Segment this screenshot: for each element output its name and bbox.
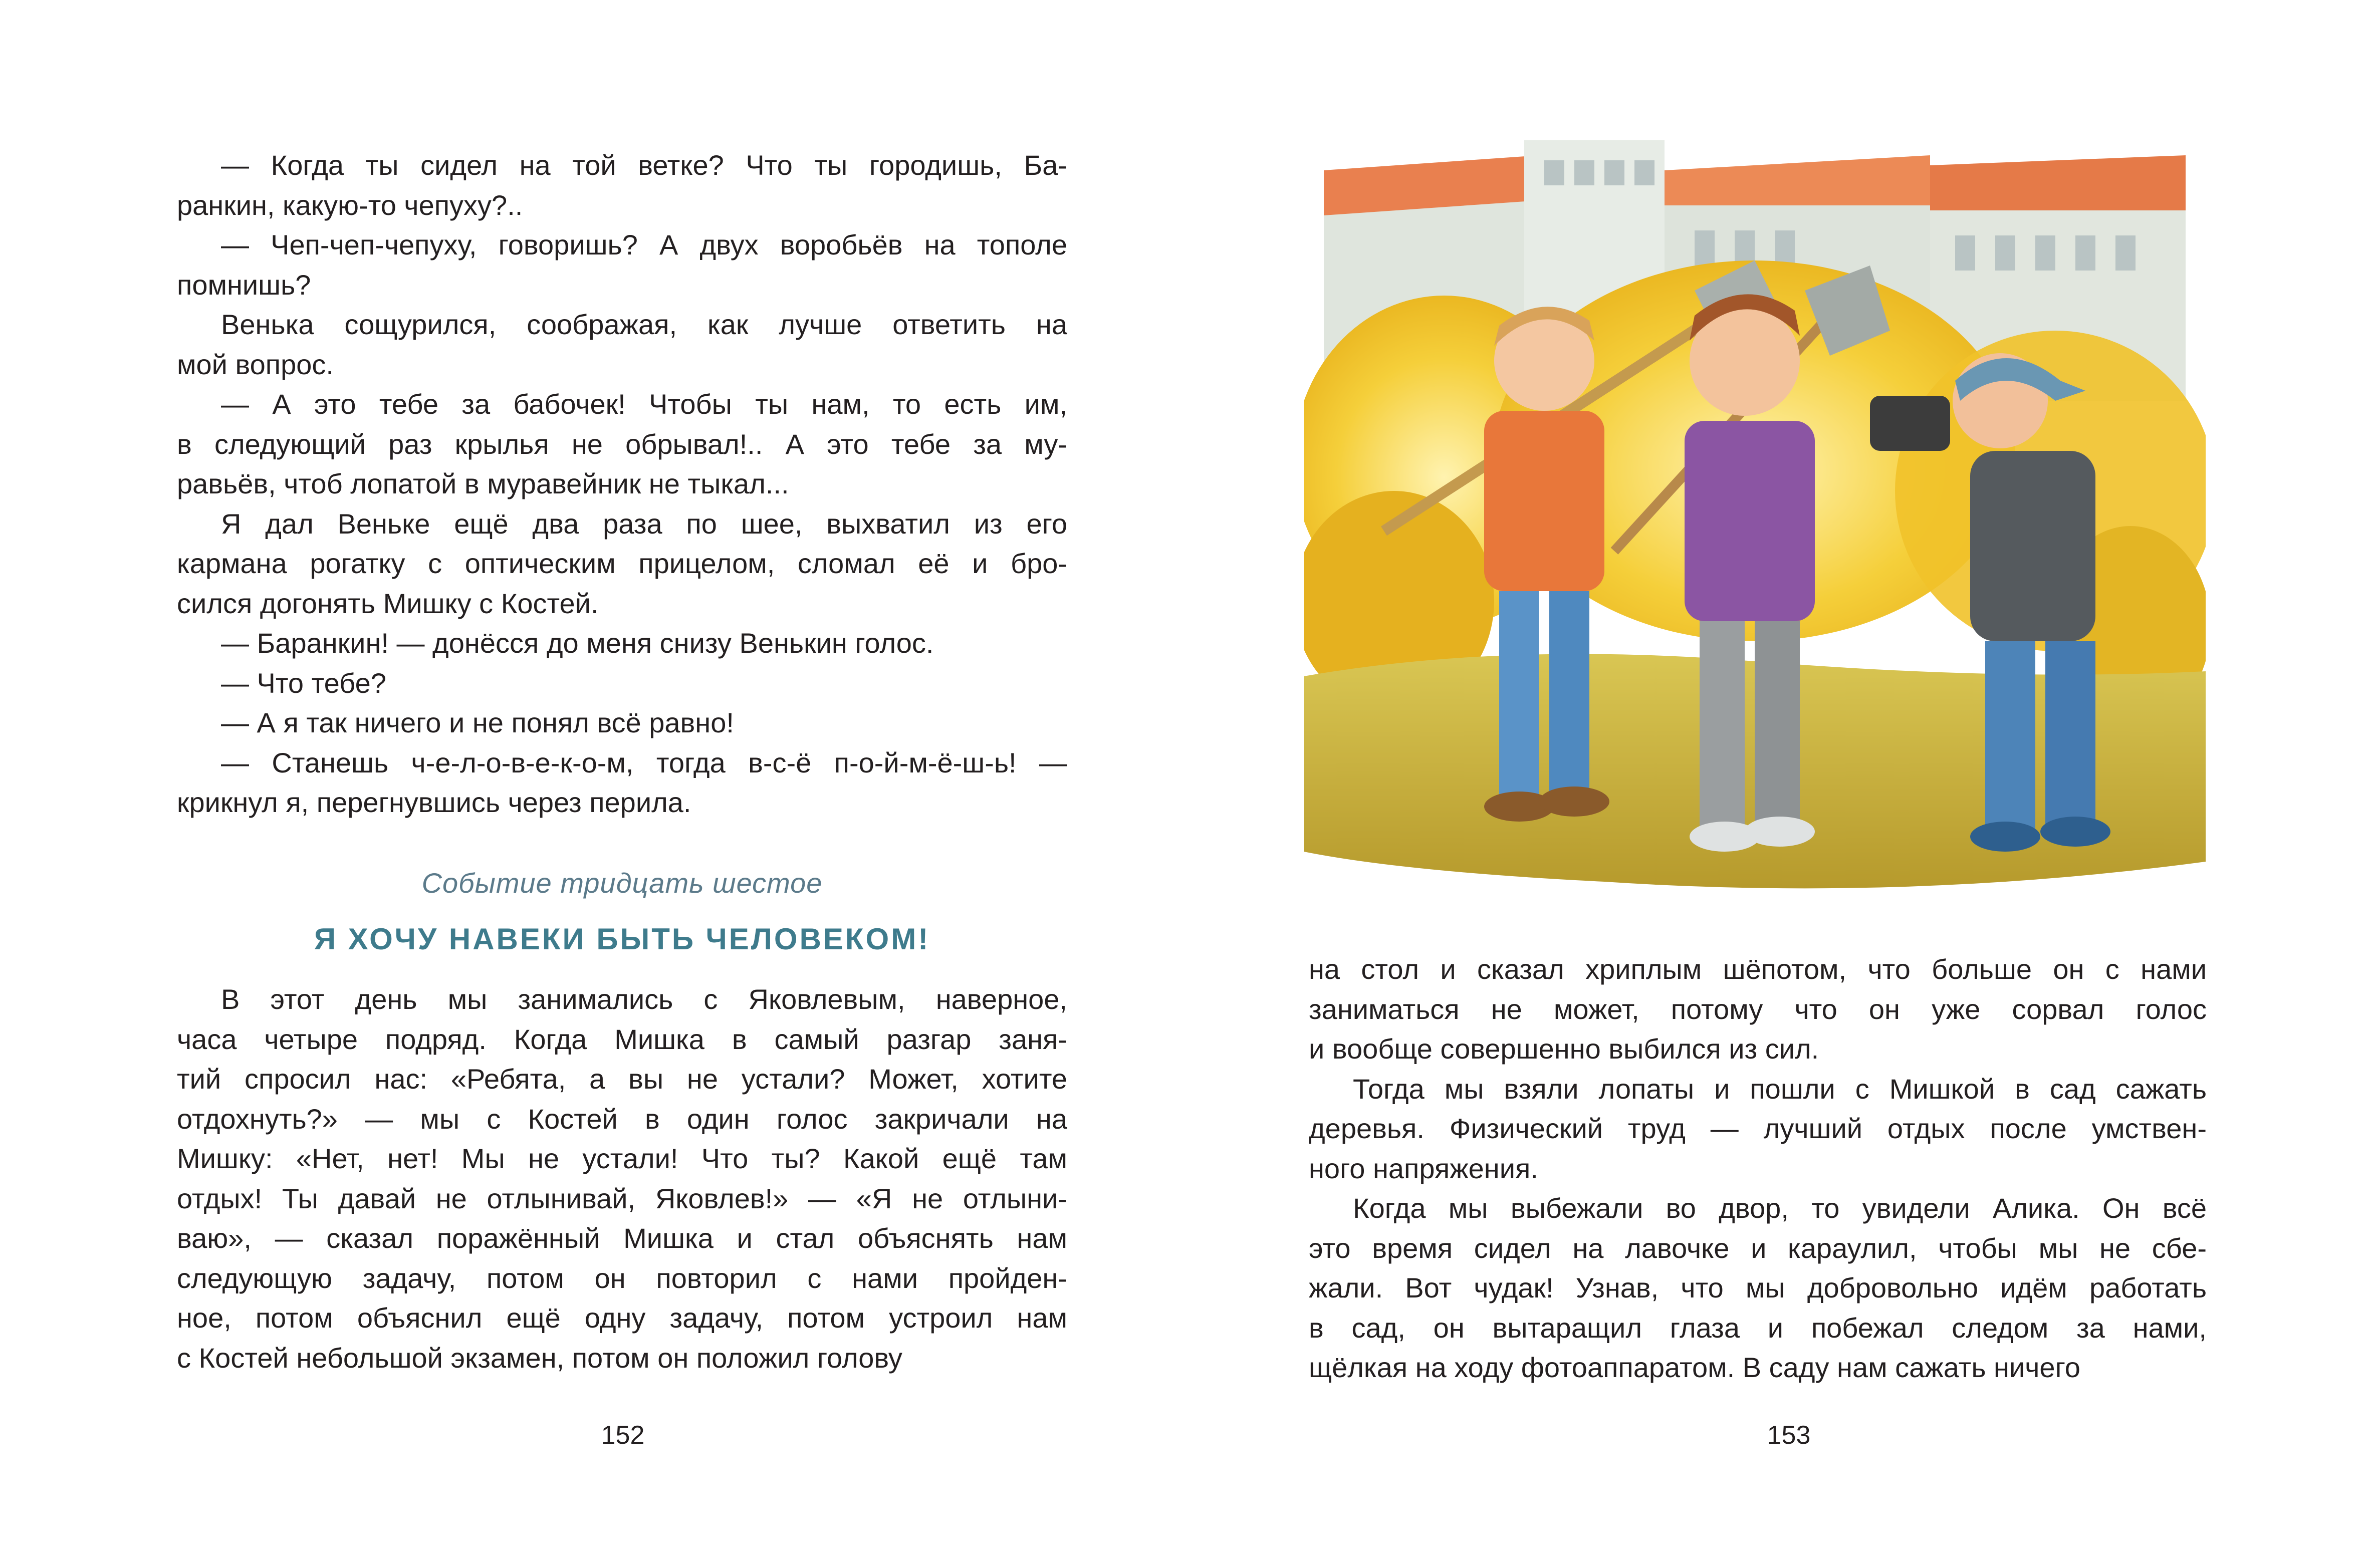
text-line: это время сидел на лавочке и караулил, чтобы мы не сбе-	[1309, 1232, 2207, 1264]
text-line: — Что тебе?	[221, 667, 386, 699]
text-line: — Когда ты сидел на той ветке? Что ты городишь, Ба-	[221, 149, 1067, 181]
page-number-left: 152	[601, 1421, 645, 1450]
text-line: сился догонять Мишку с Костей.	[177, 587, 599, 619]
text-line: Тогда мы взяли лопаты и пошли с Мишкой в сад сажать	[1353, 1073, 2207, 1105]
text-line: ваю», — сказал поражённый Мишка и стал объяснять нам	[177, 1222, 1067, 1254]
paragraph	[177, 623, 1067, 663]
paragraph-wrapper	[1309, 1069, 2207, 1189]
right-main-text	[1309, 949, 2207, 1388]
text-line: в сад, он вытаращил глаза и побежал следом за нами,	[1309, 1312, 2207, 1344]
paragraph	[1309, 1069, 2207, 1189]
paragraph	[177, 663, 1067, 703]
text-line: ранкин, какую-то чепуху?..	[177, 189, 523, 221]
left-top-text	[177, 145, 1067, 823]
illustration-svg	[1304, 100, 2206, 912]
chapter-subtitle: Событие тридцать шестое	[421, 867, 823, 899]
text-line: часа четыре подряд. Когда Мишка в самый разгар заня-	[177, 1023, 1067, 1055]
text-line: — А я так ничего и не понял всё равно!	[221, 707, 734, 738]
right-page	[1184, 0, 2367, 1568]
text-line: — Чеп-чеп-чепуху, говоришь? А двух воробьёв на тополе	[221, 229, 1067, 260]
text-line: с Костей небольшой экзамен, потом он положил голову	[177, 1342, 902, 1374]
text-line: щёлкая на ходу фотоаппаратом. В саду нам сажать ничего	[1309, 1352, 2080, 1383]
boys-with-shovels-illustration	[1304, 100, 2206, 912]
left-bottom-text	[177, 979, 1067, 1378]
paragraph	[177, 504, 1067, 624]
paragraph-wrapper	[1309, 949, 2207, 1069]
text-line: отдых! Ты давай не отлынивай, Яковлев!» — «Я не отлыни-	[177, 1182, 1067, 1214]
chapter-title: Я ХОЧУ НАВЕКИ БЫТЬ ЧЕЛОВЕКОМ!	[314, 922, 930, 956]
paragraph	[177, 703, 1067, 743]
paragraph	[1309, 1188, 2207, 1388]
page-number-right: 153	[1767, 1421, 1811, 1450]
text-line: деревья. Физический труд — лучший отдых после умствен-	[1309, 1113, 2207, 1144]
text-line: — Станешь ч-е-л-о-в-е-к-о-м, тогда в-с-ё п-о-й-м-ё-ш-ь! —	[221, 746, 1067, 778]
text-line: помнишь?	[177, 269, 311, 301]
text-line: отдохнуть?» — мы с Костей в один голос закричали на	[177, 1103, 1067, 1135]
text-line: — Баранкин! — донёсся до меня снизу Венькин голос.	[221, 627, 934, 659]
text-line: ного напряжения.	[1309, 1152, 1538, 1184]
paragraph	[1309, 949, 2207, 1069]
text-line: равьёв, чтоб лопатой в муравейник не тыкал...	[177, 468, 789, 499]
text-line: на стол и сказал хриплым шёпотом, что больше он с нами	[1309, 953, 2207, 985]
text-line: Мишку: «Нет, нет! Мы не устали! Что ты? Какой ещё там	[177, 1143, 1067, 1174]
text-line: Венька сощурился, соображая, как лучше ответить на	[221, 309, 1067, 340]
text-line: тий спросил нас: «Ребята, а вы не устали? Может, хотите	[177, 1063, 1067, 1095]
text-line: следующую задачу, потом он повторил с нами пройден-	[177, 1262, 1067, 1294]
text-line: мой вопрос.	[177, 348, 334, 380]
text-line: В этот день мы занимались с Яковлевым, наверное,	[221, 983, 1067, 1015]
paragraph-wrapper	[1309, 1188, 2207, 1388]
text-line: Я дал Веньке ещё два раза по шее, выхватил из его	[221, 507, 1067, 540]
text-line: крикнул я, перегнувшись через перила.	[177, 787, 691, 818]
text-line: и вообще совершенно выбился из сил.	[1309, 1033, 1819, 1065]
paragraph	[177, 225, 1067, 305]
text-line: кармана рогатку с оптическим прицелом, сломал её и бро-	[177, 548, 1067, 579]
text-line: в следующий раз крылья не обрывал!.. А это тебе за му-	[177, 428, 1067, 460]
text-line: заниматься не может, потому что он уже сорвал голос	[1309, 993, 2207, 1025]
text-line: — А это тебе за бабочек! Чтобы ты нам, то есть им,	[221, 388, 1067, 420]
paragraph	[177, 145, 1067, 225]
text-line: Когда мы выбежали во двор, то увидели Алика. Он всё	[1353, 1192, 2207, 1224]
paragraph	[177, 305, 1067, 384]
paragraph	[177, 979, 1067, 1378]
paragraph	[177, 743, 1067, 823]
paragraph	[177, 384, 1067, 504]
text-line: ное, потом объяснил ещё одну задачу, потом устроил нам	[177, 1302, 1067, 1334]
text-line: жали. Вот чудак! Узнав, что мы добровольно идём работать	[1309, 1272, 2207, 1303]
